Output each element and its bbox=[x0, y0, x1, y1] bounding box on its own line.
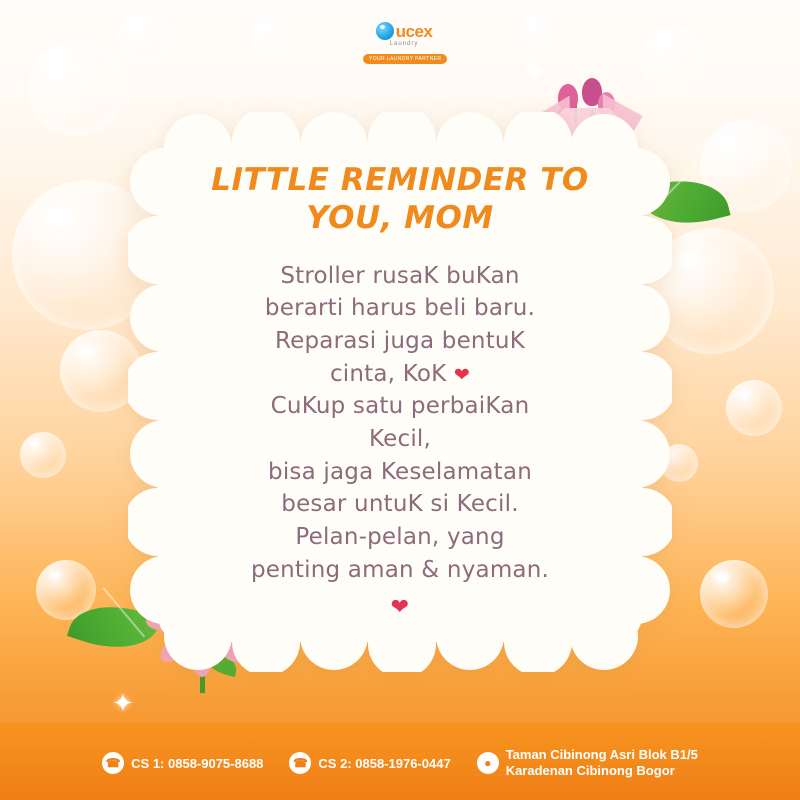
sparkle-icon: ✦ bbox=[520, 52, 549, 90]
message-line: cinta, KoK bbox=[329, 360, 447, 387]
message-line: Pelan-pelan, yang bbox=[295, 523, 505, 550]
message-line: Reparasi juga bentuK bbox=[274, 327, 525, 354]
headline-line-2: TO YOU, MOM bbox=[306, 162, 589, 236]
message-line: berarti harus beli baru. bbox=[264, 295, 536, 322]
map-pin-icon: ● bbox=[477, 752, 499, 774]
message-line: bisa jaga Keselamatan bbox=[268, 458, 532, 485]
contact-cs2[interactable] bbox=[289, 752, 450, 774]
bubble-decoration bbox=[726, 380, 782, 436]
message-line: Stroller rusaK buKan bbox=[280, 262, 520, 289]
page-title bbox=[180, 162, 620, 238]
message-line: penting aman & nyaman. bbox=[250, 556, 550, 583]
message-line-with-heart bbox=[180, 358, 620, 391]
message-card bbox=[128, 112, 672, 672]
address-line-1: Taman Cibinong Asri Blok B1/5 bbox=[505, 746, 698, 762]
brand-logo bbox=[363, 22, 445, 70]
bubble-decoration bbox=[520, 14, 554, 48]
message-line: besar untuK si Kecil. bbox=[281, 491, 519, 518]
message-body bbox=[180, 260, 620, 624]
heart-icon-bottom: ❤ bbox=[390, 595, 410, 621]
cs2-label: CS 2: 0858-1976-0447 bbox=[318, 755, 451, 771]
water-drop-icon bbox=[376, 22, 394, 40]
phone-icon: ☎ bbox=[289, 752, 311, 774]
bubble-decoration bbox=[250, 18, 290, 58]
headline-line-1: LITTLE REMINDER bbox=[211, 162, 529, 198]
message-line: CuKup satu perbaiKan bbox=[270, 393, 530, 420]
address-block bbox=[506, 747, 698, 780]
contact-address bbox=[477, 747, 698, 780]
sparkle-icon: ✦ bbox=[112, 688, 134, 718]
message-line: Kecil, bbox=[368, 425, 432, 452]
bubble-decoration bbox=[20, 432, 66, 478]
address-line-2: Karadenan Cibinong Bogor bbox=[505, 763, 675, 778]
phone-icon: ☎ bbox=[102, 752, 124, 774]
bubble-decoration bbox=[700, 560, 768, 628]
bubble-decoration bbox=[118, 10, 172, 64]
brand-name: ucex bbox=[395, 21, 433, 41]
contact-cs1[interactable] bbox=[102, 752, 263, 774]
brand-sub: Laundry bbox=[389, 41, 419, 47]
cs1-label: CS 1: 0858-9075-8688 bbox=[131, 755, 264, 771]
brand-tagline: YOUR LAUNDRY PARTNER bbox=[363, 54, 447, 64]
contact-footer bbox=[0, 722, 800, 800]
bubble-decoration bbox=[28, 40, 124, 136]
heart-icon: ❤ bbox=[453, 363, 471, 386]
